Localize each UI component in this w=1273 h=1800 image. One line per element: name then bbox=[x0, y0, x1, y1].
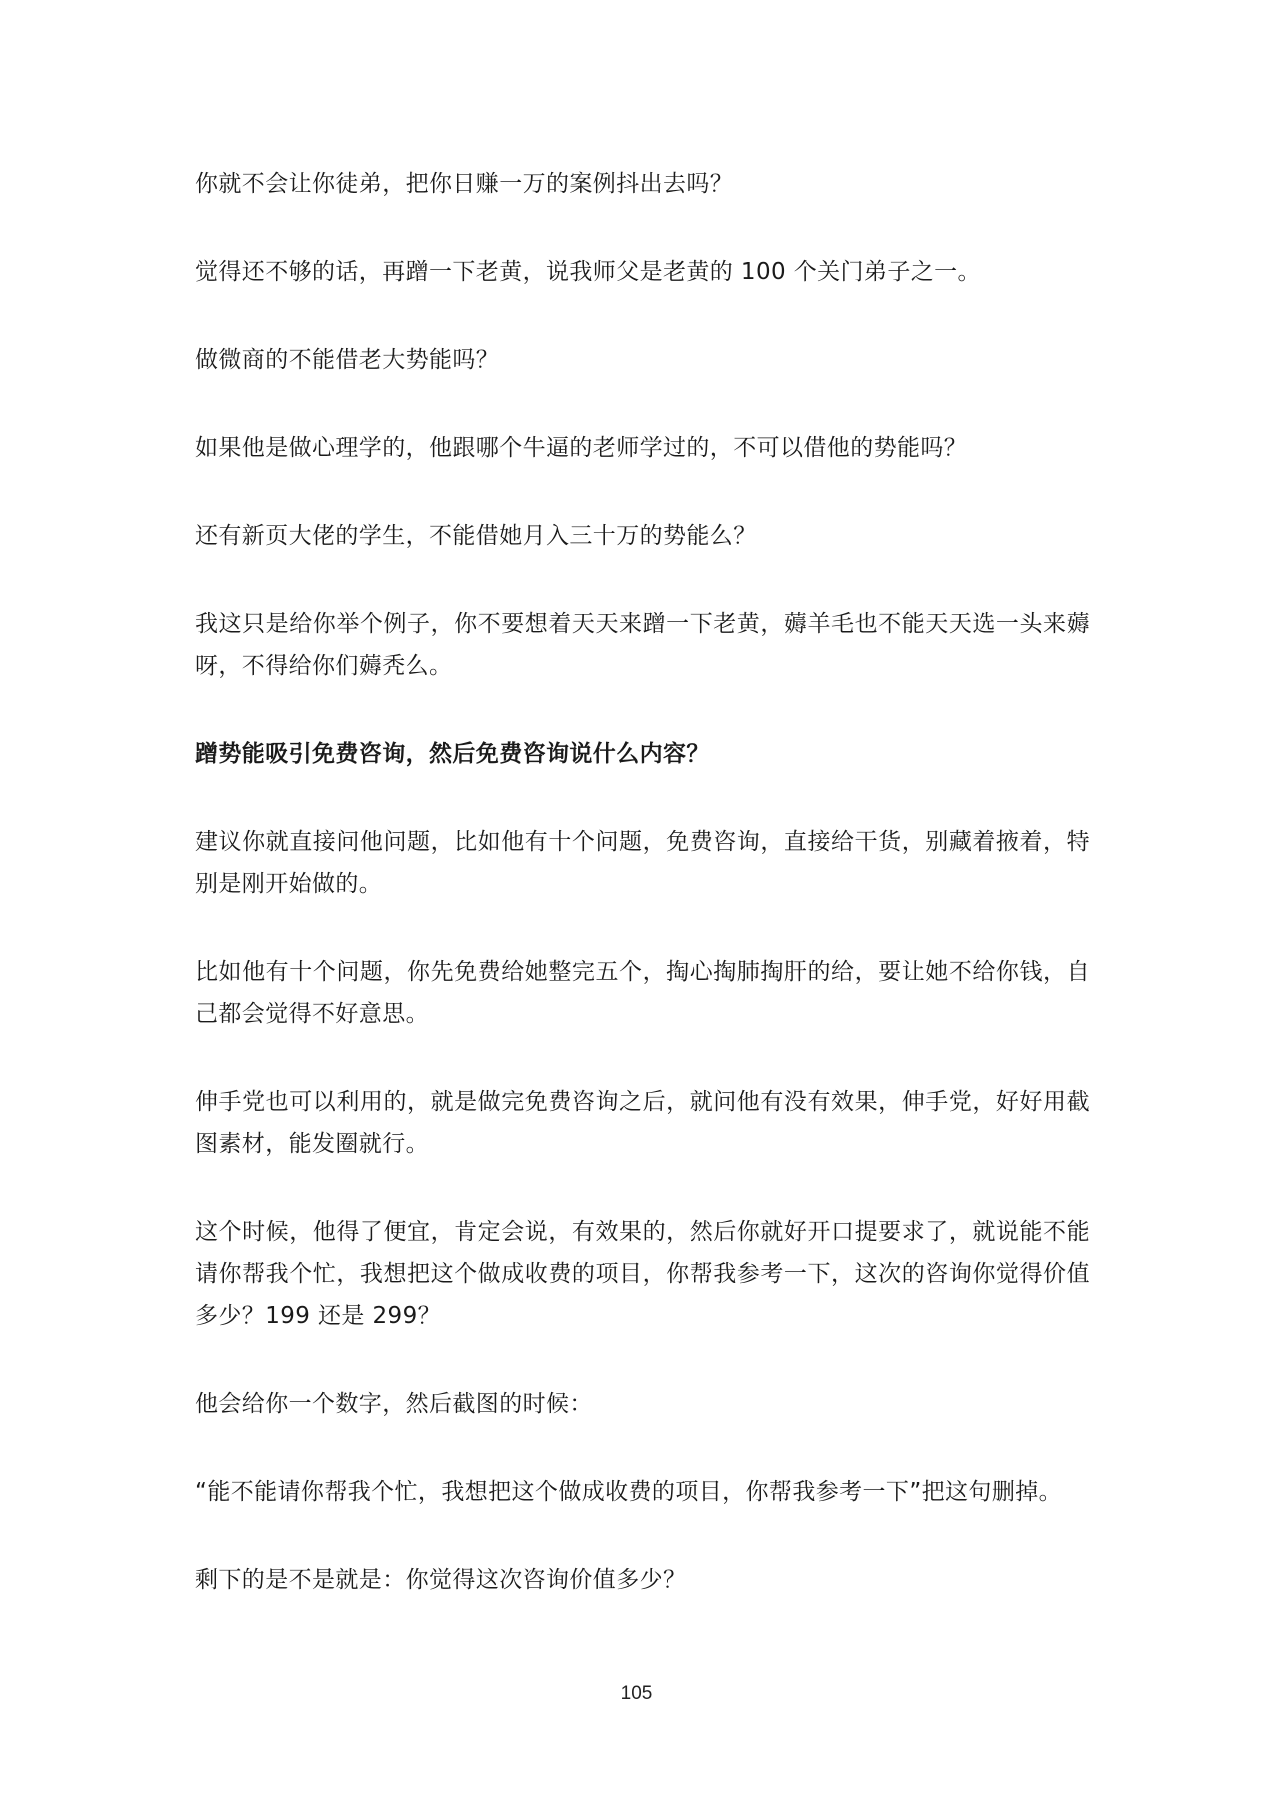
paragraph: 他会给你一个数字，然后截图的时候： bbox=[195, 1391, 593, 1417]
paragraph: 剩下的是不是就是：你觉得这次咨询价值多少？ bbox=[195, 1567, 687, 1593]
paragraph: 比如他有十个问题，你先免费给她整完五个，掏心掏肺掏肝的给，要让她不给你钱，自己都会觉得不好意思。 bbox=[195, 959, 1090, 1027]
paragraph: 这个时候，他得了便宜，肯定会说，有效果的，然后你就好开口提要求了，就说能不能请你帮我个忙，我想把这个做成收费的项目，你帮我参考一下，这次的咨询你觉得价值多少？199 还是 299？ bbox=[195, 1219, 1090, 1329]
section-heading: 蹭势能吸引免费咨询，然后免费咨询说什么内容？ bbox=[195, 741, 710, 767]
paragraph: 如果他是做心理学的，他跟哪个牛逼的老师学过的，不可以借他的势能吗？ bbox=[195, 435, 968, 461]
page-number: 105 bbox=[620, 1683, 653, 1704]
paragraph: “能不能请你帮我个忙，我想把这个做成收费的项目，你帮我参考一下”把这句删掉。 bbox=[195, 1479, 1063, 1505]
paragraph: 还有新页大佬的学生，不能借她月入三十万的势能么？ bbox=[195, 523, 757, 549]
paragraph: 觉得还不够的话，再蹭一下老黄，说我师父是老黄的 100 个关门弟子之一。 bbox=[195, 259, 981, 285]
paragraph: 伸手党也可以利用的，就是做完免费咨询之后，就问他有没有效果，伸手党，好好用截图素材，能发圈就行。 bbox=[195, 1089, 1090, 1157]
paragraph: 做微商的不能借老大势能吗？ bbox=[195, 347, 500, 373]
paragraph: 我这只是给你举个例子，你不要想着天天来蹭一下老黄，薅羊毛也不能天天选一头来薅呀，不得给你们薅秃么。 bbox=[195, 611, 1090, 679]
document-body bbox=[195, 163, 1090, 1647]
paragraph: 建议你就直接问他问题，比如他有十个问题，免费咨询，直接给干货，别藏着掖着，特别是刚开始做的。 bbox=[195, 829, 1090, 897]
paragraph: 你就不会让你徒弟，把你日赚一万的案例抖出去吗？ bbox=[195, 171, 734, 197]
